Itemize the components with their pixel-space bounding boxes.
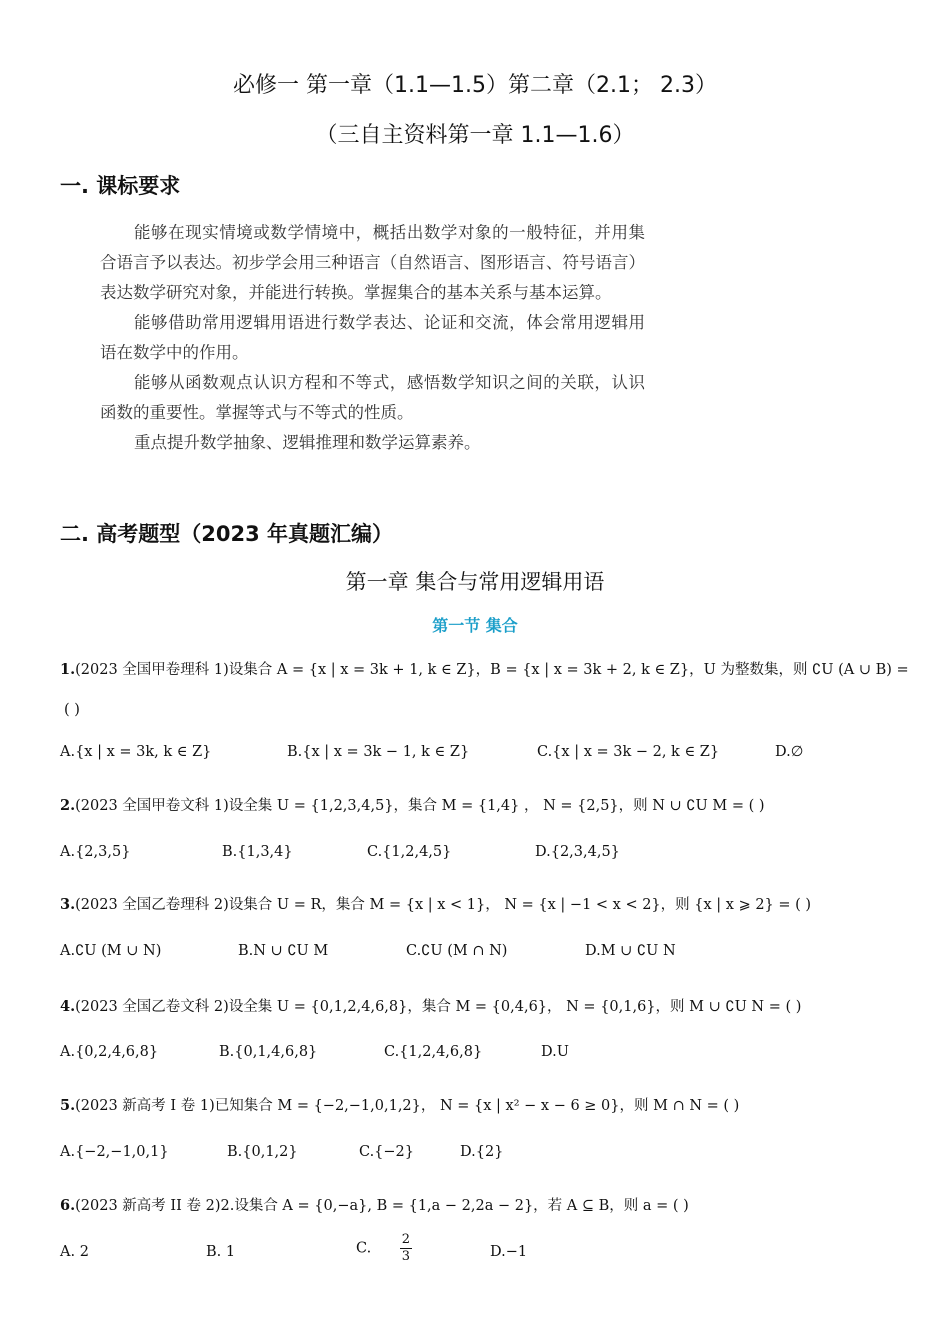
fraction	[400, 1232, 412, 1265]
option-c: C.{x | x = 3k − 2, k ∈ Z}	[537, 744, 720, 760]
question-3	[60, 893, 811, 914]
option-b: B.{0,1,2}	[227, 1144, 298, 1160]
option-a: A.∁U (M ∪ N)	[60, 943, 162, 959]
option-b: B. 1	[206, 1244, 236, 1260]
option-d: D.U	[541, 1044, 569, 1060]
question-stem: 设全集 U = {0,1,2,4,6,8}，集合 M = {0,4,6}， N = {0,1,6}，则 M ∪ ∁U N = ( )	[228, 999, 802, 1015]
question-6	[60, 1194, 689, 1215]
curriculum-paragraph: 能够从函数观点认识方程和不等式，感悟数学知识之间的关联，认识函数的重要性。掌握等式与不等式的性质。	[100, 373, 645, 422]
curriculum-text	[100, 218, 645, 458]
question-source: (2023 全国乙卷理科 2)	[75, 897, 229, 913]
question-stem: 设集合 U = R，集合 M = {x | x < 1}， N = {x | −1 < x < 2}，则 {x | x ⩾ 2} = ( )	[228, 897, 812, 913]
fraction-numerator: 2	[401, 1232, 411, 1247]
question-stem: 已知集合 M = {−2,−1,0,1,2}， N = {x | x² − x − 6 ≥ 0}，则 M ∩ N = ( )	[214, 1098, 740, 1114]
subsection-title: 第一节 集合	[432, 616, 518, 635]
section-heading-exam: 二. 高考题型（2023 年真题汇编）	[60, 522, 394, 546]
question-number: 3.	[60, 896, 76, 913]
option-b: B.{x | x = 3k − 1, k ∈ Z}	[287, 744, 470, 760]
question-4	[60, 995, 801, 1016]
question-source: (2023 全国甲卷文科 1)	[75, 798, 229, 814]
question-2	[60, 794, 765, 815]
question-stem: 2.设集合 A = {0,−a}, B = {1,a − 2,2a − 2}，若 A ⊆ B，则 a = ( )	[220, 1198, 689, 1214]
question-stem: 设全集 U = {1,2,3,4,5}，集合 M = {1,4} ， N = {2,5}，则 N ∪ ∁U M = ( )	[228, 798, 765, 814]
option-a: A.{x | x = 3k, k ∈ Z}	[60, 744, 212, 760]
option-c: C.∁U (M ∩ N)	[406, 943, 508, 959]
option-b: B.{1,3,4}	[222, 844, 293, 860]
option-d: D.{2}	[460, 1144, 504, 1160]
question-number: 5.	[60, 1097, 76, 1114]
option-c: C.{1,2,4,5}	[367, 844, 452, 860]
curriculum-paragraph: 重点提升数学抽象、逻辑推理和数学运算素养。	[134, 433, 481, 452]
option-a: A. 2	[60, 1244, 89, 1260]
question-stem: 设集合 A = {x | x = 3k + 1, k ∈ Z}，B = {x | x = 3k + 2, k ∈ Z}，U 为整数集，则 ∁U (A ∪ B) =	[228, 662, 909, 678]
option-d: D.∅	[775, 744, 804, 760]
question-number: 4.	[60, 998, 76, 1015]
question-source: (2023 全国甲卷理科 1)	[75, 662, 229, 678]
question-5	[60, 1094, 739, 1115]
chapter-title: 第一章 集合与常用逻辑用语	[345, 570, 605, 594]
option-d: D.−1	[490, 1244, 528, 1260]
page-subtitle: （三自主资料第一章 1.1—1.6）	[315, 123, 635, 148]
curriculum-paragraph: 能够在现实情境或数学情境中，概括出数学对象的一般特征，并用集合语言予以表达。初步学会用三种语言（自然语言、图形语言、符号语言）表达数学研究对象，并能进行转换。掌握集合的基本关系与基本运算。	[100, 223, 645, 302]
question-source: (2023 新高考 II 卷 2)	[75, 1198, 221, 1214]
page-title: 必修一 第一章（1.1—1.5）第二章（2.1； 2.3）	[233, 73, 717, 98]
question-1	[60, 658, 909, 679]
fraction-denominator: 3	[401, 1249, 411, 1264]
question-number: 6.	[60, 1197, 76, 1214]
option-a: A.{−2,−1,0,1}	[60, 1144, 169, 1160]
question-number: 2.	[60, 797, 76, 814]
option-d: D.M ∪ ∁U N	[585, 943, 676, 959]
option-c: C.{−2}	[359, 1144, 415, 1160]
section-heading-curriculum: 一. 课标要求	[60, 174, 181, 198]
option-d: D.{2,3,4,5}	[535, 844, 620, 860]
option-b: B.N ∪ ∁U M	[238, 943, 329, 959]
option-b: B.{0,1,4,6,8}	[219, 1044, 318, 1060]
curriculum-paragraph: 能够借助常用逻辑用语进行数学表达、论证和交流，体会常用逻辑用语在数学中的作用。	[100, 313, 645, 362]
question-source: (2023 新高考 I 卷 1)	[75, 1098, 215, 1114]
option-c	[356, 1232, 412, 1265]
question-number: 1.	[60, 661, 76, 678]
option-c-label: C.	[356, 1240, 372, 1257]
option-a: A.{0,2,4,6,8}	[60, 1044, 159, 1060]
option-c: C.{1,2,4,6,8}	[384, 1044, 483, 1060]
option-a: A.{2,3,5}	[60, 844, 131, 860]
answer-paren: ( )	[64, 702, 80, 718]
question-source: (2023 全国乙卷文科 2)	[75, 999, 229, 1015]
